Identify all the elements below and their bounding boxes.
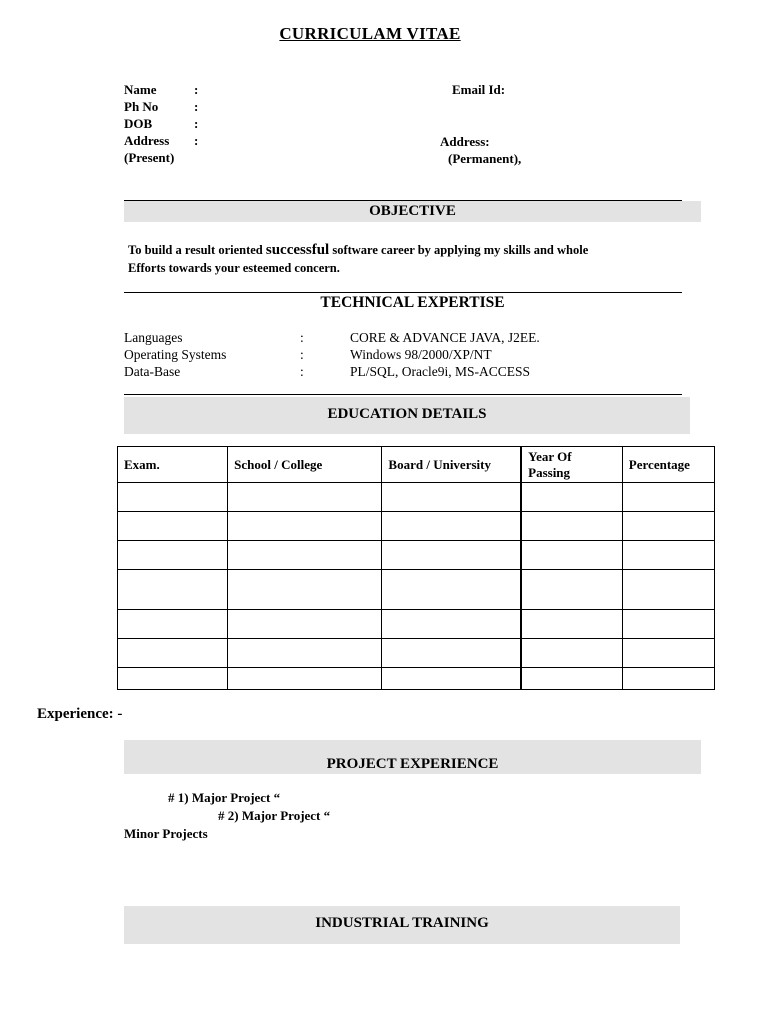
tech-values xyxy=(350,329,540,380)
tech-labels xyxy=(124,329,226,380)
table-cell xyxy=(228,512,382,541)
objective-heading: OBJECTIVE xyxy=(124,201,701,222)
tech-colon: : xyxy=(300,330,304,345)
email-label: Email Id: xyxy=(452,82,506,97)
table-cell xyxy=(521,668,622,690)
industrial-training-heading: INDUSTRIAL TRAINING xyxy=(124,906,680,944)
address-label: Address xyxy=(124,133,170,148)
table-cell xyxy=(118,668,228,690)
objective-line-2: Efforts towards your esteemed concern. xyxy=(128,261,340,275)
tech-colons xyxy=(300,329,304,380)
table-cell xyxy=(622,610,714,639)
objective-line-1-start: To build a result oriented xyxy=(128,243,266,257)
table-cell xyxy=(118,570,228,610)
objective-line-1-end: software career by applying my skills and whole xyxy=(329,243,589,257)
table-cell xyxy=(118,639,228,668)
tech-label-languages: Languages xyxy=(124,330,183,345)
table-cell xyxy=(382,639,521,668)
tech-value-os: Windows 98/2000/XP/NT xyxy=(350,347,492,362)
dob-colon: : xyxy=(194,116,199,131)
table-cell xyxy=(118,483,228,512)
column-header-exam: Exam. xyxy=(118,447,228,483)
project-heading: PROJECT EXPERIENCE xyxy=(124,740,701,774)
table-cell xyxy=(521,570,622,610)
table-cell xyxy=(521,541,622,570)
table-cell xyxy=(228,541,382,570)
table-cell xyxy=(228,483,382,512)
technical-heading: TECHNICAL EXPERTISE xyxy=(320,294,505,311)
table-cell xyxy=(622,570,714,610)
table-cell xyxy=(118,512,228,541)
table-row xyxy=(118,512,715,541)
education-table xyxy=(117,446,715,690)
table-row xyxy=(118,541,715,570)
name-label: Name xyxy=(124,82,157,97)
table-cell xyxy=(382,668,521,690)
table-cell xyxy=(521,639,622,668)
tech-value-languages: CORE & ADVANCE JAVA, J2EE. xyxy=(350,330,540,345)
column-header-school: School / College xyxy=(228,447,382,483)
table-cell xyxy=(118,541,228,570)
table-cell xyxy=(622,639,714,668)
table-cell xyxy=(382,512,521,541)
major-project-2: # 2) Major Project “ xyxy=(218,808,331,823)
table-header-row xyxy=(118,447,715,483)
document-title: CURRICULAM VITAE xyxy=(279,24,461,43)
tech-label-os: Operating Systems xyxy=(124,347,227,362)
tech-value-db: PL/SQL, Oracle9i, MS-ACCESS xyxy=(350,364,531,379)
tech-colon: : xyxy=(300,347,304,362)
table-cell xyxy=(228,610,382,639)
permanent-address-label: Address: xyxy=(440,134,490,149)
table-cell xyxy=(622,541,714,570)
table-cell xyxy=(521,512,622,541)
column-header-percentage: Percentage xyxy=(622,447,714,483)
tech-label-db: Data-Base xyxy=(124,364,181,379)
table-cell xyxy=(228,668,382,690)
address-colon: : xyxy=(194,133,199,148)
major-project-1: # 1) Major Project “ xyxy=(168,790,281,805)
dob-label: DOB xyxy=(124,116,153,131)
phone-colon: : xyxy=(194,99,199,114)
column-header-board: Board / University xyxy=(382,447,521,483)
table-cell xyxy=(521,483,622,512)
objective-line-1 xyxy=(128,241,698,259)
table-row xyxy=(118,668,715,690)
table-cell xyxy=(228,639,382,668)
present-label: (Present) xyxy=(124,150,175,165)
permanent-label: (Permanent), xyxy=(448,151,522,166)
divider xyxy=(124,292,682,293)
table-cell xyxy=(622,668,714,690)
education-heading: EDUCATION DETAILS xyxy=(124,397,690,434)
table-cell xyxy=(228,570,382,610)
table-cell xyxy=(622,483,714,512)
column-header-year: Year Of Passing xyxy=(521,447,622,483)
divider xyxy=(124,394,682,395)
objective-text xyxy=(128,241,698,277)
table-cell xyxy=(382,483,521,512)
experience-label: Experience: - xyxy=(37,706,123,722)
objective-emphasis: successful xyxy=(265,242,330,258)
personal-info-left xyxy=(124,81,174,166)
personal-info-colons xyxy=(194,81,198,149)
table-cell xyxy=(521,610,622,639)
table-row xyxy=(118,570,715,610)
table-cell xyxy=(382,610,521,639)
table-cell xyxy=(118,610,228,639)
tech-colon: : xyxy=(300,364,304,379)
table-row xyxy=(118,639,715,668)
table-row xyxy=(118,610,715,639)
phone-label: Ph No xyxy=(124,99,159,114)
table-cell xyxy=(382,570,521,610)
name-colon: : xyxy=(194,82,199,97)
table-row xyxy=(118,483,715,512)
table-cell xyxy=(382,541,521,570)
minor-projects-label: Minor Projects xyxy=(124,826,208,841)
table-cell xyxy=(622,512,714,541)
